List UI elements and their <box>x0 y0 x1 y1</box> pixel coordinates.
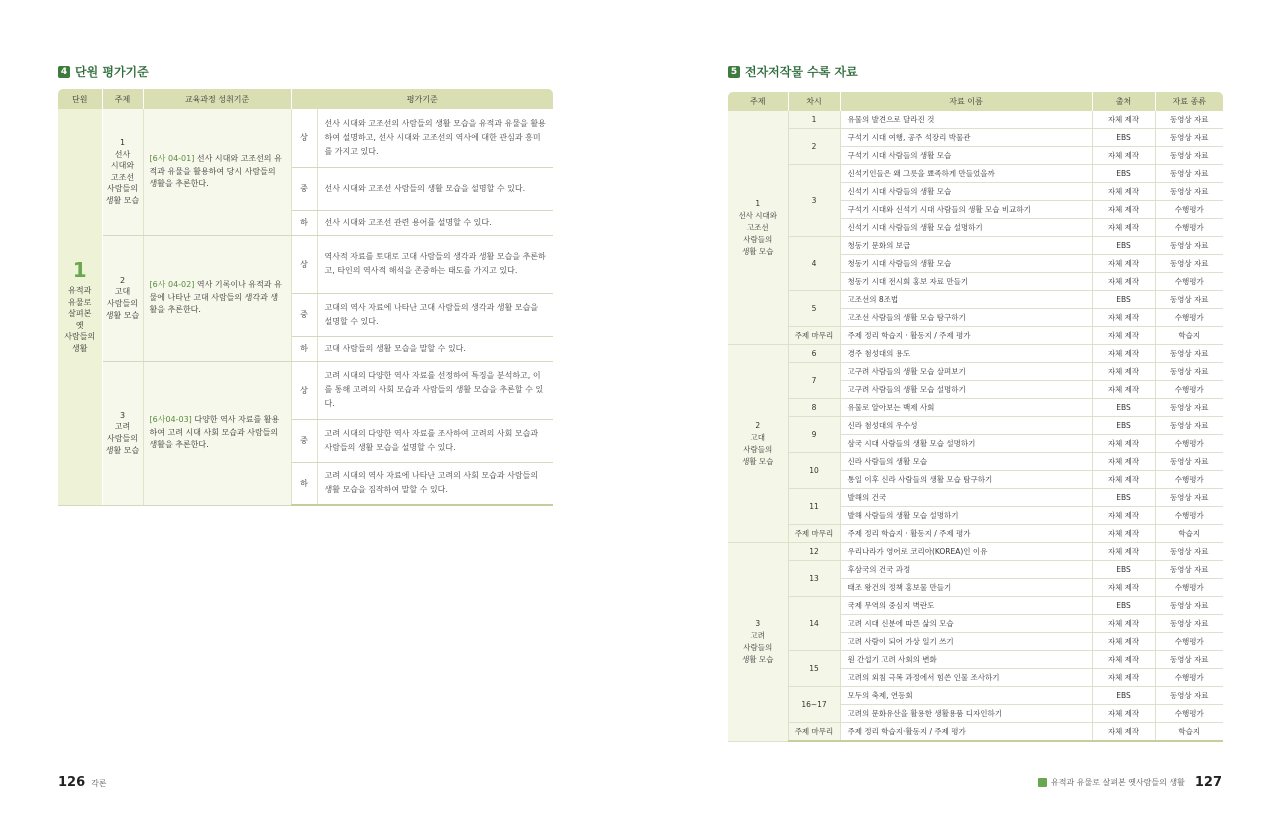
session-cell: 14 <box>788 597 840 651</box>
material-row <box>728 597 1223 615</box>
digital-materials-table <box>728 92 1223 742</box>
topic-cell <box>102 235 143 361</box>
material-row <box>728 111 1223 129</box>
material-row <box>728 327 1223 345</box>
topic-cell <box>728 111 788 345</box>
material-source: 자체 제작 <box>1092 471 1155 489</box>
column-header: 평가기준 <box>291 89 553 109</box>
material-row <box>728 345 1223 363</box>
column-header: 단원 <box>58 89 102 109</box>
session-cell: 5 <box>788 291 840 327</box>
section-title-text: 전자저작물 수록 자료 <box>745 65 858 79</box>
material-source: 자체 제작 <box>1092 273 1155 291</box>
material-row <box>728 489 1223 507</box>
material-source: EBS <box>1092 165 1155 183</box>
material-name: 신라 사람들의 생활 모습 <box>840 453 1092 471</box>
material-name: 유물로 알아보는 백제 사회 <box>840 399 1092 417</box>
session-cell: 12 <box>788 543 840 561</box>
material-row <box>728 561 1223 579</box>
session-cell: 16~17 <box>788 687 840 723</box>
label-text: 2 고대 사람들의 생활 모습 <box>105 275 140 320</box>
page-number: 127 <box>1194 775 1222 790</box>
section-number-badge: 4 <box>58 66 70 78</box>
material-type: 동영상 자료 <box>1155 363 1223 381</box>
material-source: 자체 제작 <box>1092 111 1155 129</box>
material-source: 자체 제작 <box>1092 651 1155 669</box>
material-source: 자체 제작 <box>1092 345 1155 363</box>
material-type: 동영상 자료 <box>1155 147 1223 165</box>
material-name: 주제 정리 학습지·활동지 / 주제 평가 <box>840 723 1092 742</box>
session-cell: 2 <box>788 129 840 165</box>
label-text: 1 선사 시대와 고조선 사람들의 생활 모습 <box>105 137 140 205</box>
material-name: 구석기 시대와 신석기 시대 사람들의 생활 모습 비교하기 <box>840 201 1092 219</box>
material-name: 청동기 시대 사람들의 생활 모습 <box>840 255 1092 273</box>
criteria-text: 고대의 역사 자료에 나타난 고대 사람들의 생각과 생활 모습을 설명할 수 있다. <box>317 293 553 336</box>
label-text: 3 고려 사람들의 생활 모습 <box>105 410 140 455</box>
material-name: 고조선의 8조법 <box>840 291 1092 309</box>
session-cell: 3 <box>788 165 840 237</box>
material-type: 수행평가 <box>1155 273 1223 291</box>
material-type: 동영상 자료 <box>1155 237 1223 255</box>
level-cell: 상 <box>291 235 317 293</box>
criteria-text: 고대 사람들의 생활 모습을 말할 수 있다. <box>317 336 553 361</box>
level-cell: 하 <box>291 462 317 505</box>
material-source: EBS <box>1092 399 1155 417</box>
session-cell: 6 <box>788 345 840 363</box>
material-name: 청동기 문화의 보급 <box>840 237 1092 255</box>
material-type: 수행평가 <box>1155 471 1223 489</box>
standard-cell <box>143 361 291 505</box>
material-row <box>728 417 1223 435</box>
material-type: 수행평가 <box>1155 219 1223 237</box>
material-name: 태조 왕건의 정책 홍보물 만들기 <box>840 579 1092 597</box>
topic-cell <box>102 109 143 235</box>
material-row <box>728 291 1223 309</box>
standard-code: [6사04-03] <box>149 415 192 425</box>
topic-cell <box>728 543 788 742</box>
right-section-title <box>728 63 858 80</box>
unit-number: 1 <box>72 257 87 282</box>
standard-code: [6사 04-02] <box>149 280 195 290</box>
material-name: 신석기인들은 왜 그릇을 뾰족하게 만들었을까 <box>840 165 1092 183</box>
level-cell: 상 <box>291 361 317 419</box>
material-source: EBS <box>1092 597 1155 615</box>
material-source: 자체 제작 <box>1092 705 1155 723</box>
material-row <box>728 129 1223 147</box>
material-type: 동영상 자료 <box>1155 615 1223 633</box>
material-type: 수행평가 <box>1155 381 1223 399</box>
section-number-badge: 5 <box>728 66 740 78</box>
material-name: 유물의 발견으로 달라진 것 <box>840 111 1092 129</box>
topic-cell <box>102 361 143 505</box>
session-cell: 4 <box>788 237 840 291</box>
session-cell: 10 <box>788 453 840 489</box>
material-source: 자체 제작 <box>1092 543 1155 561</box>
material-name: 우리나라가 영어로 코리아(KOREA)인 이유 <box>840 543 1092 561</box>
material-type: 학습지 <box>1155 327 1223 345</box>
material-type: 동영상 자료 <box>1155 687 1223 705</box>
home-icon <box>1038 778 1047 787</box>
criteria-text: 선사 시대와 고조선 관련 용어를 설명할 수 있다. <box>317 210 553 235</box>
material-name: 국제 무역의 중심지 벽란도 <box>840 597 1092 615</box>
material-type: 동영상 자료 <box>1155 183 1223 201</box>
label-text: 1 선사 시대와 고조선 사람들의 생활 모습 <box>738 198 778 256</box>
material-name: 주제 정리 학습지 · 활동지 / 주제 평가 <box>840 327 1092 345</box>
material-name: 고려의 문화유산을 활용한 생활용품 디자인하기 <box>840 705 1092 723</box>
material-name: 경주 첨성대의 용도 <box>840 345 1092 363</box>
level-cell: 중 <box>291 167 317 210</box>
material-source: 자체 제작 <box>1092 615 1155 633</box>
standard-text: 다양한 역사 자료를 활용하여 고려 시대 사회 모습과 사람들의 생활을 추론한다. <box>149 415 280 450</box>
material-name: 구석기 시대 여행, 공주 석장리 박물관 <box>840 129 1092 147</box>
material-row <box>728 723 1223 742</box>
material-name: 신석기 시대 사람들의 생활 모습 설명하기 <box>840 219 1092 237</box>
material-source: 자체 제작 <box>1092 507 1155 525</box>
material-type: 동영상 자료 <box>1155 129 1223 147</box>
standard-cell <box>143 109 291 235</box>
session-cell: 11 <box>788 489 840 525</box>
material-row <box>728 543 1223 561</box>
footer-chapter-title: 유적과 유물로 살펴본 옛사람들의 생활 <box>1051 778 1185 787</box>
material-type: 학습지 <box>1155 723 1223 742</box>
criteria-text: 고려 시대의 다양한 역사 자료를 선정하여 특징을 분석하고, 이를 통해 고려의 사회 모습과 사람들의 생활 모습을 추론할 수 있다. <box>317 361 553 419</box>
material-type: 동영상 자료 <box>1155 543 1223 561</box>
material-type: 학습지 <box>1155 525 1223 543</box>
column-header: 출처 <box>1092 92 1155 111</box>
material-source: 자체 제작 <box>1092 183 1155 201</box>
criteria-text: 역사적 자료를 토대로 고대 사람들의 생각과 생활 모습을 추론하고, 타인의 역사적 해석을 존중하는 태도를 가지고 있다. <box>317 235 553 293</box>
material-type: 동영상 자료 <box>1155 291 1223 309</box>
material-row <box>728 165 1223 183</box>
session-cell: 7 <box>788 363 840 399</box>
session-cell: 주제 마무리 <box>788 723 840 742</box>
left-footer <box>58 775 107 790</box>
left-section-title <box>58 63 149 80</box>
level-cell: 상 <box>291 109 317 167</box>
material-row <box>728 453 1223 471</box>
material-row <box>728 399 1223 417</box>
criteria-text: 선사 시대와 고조선 사람들의 생활 모습을 설명할 수 있다. <box>317 167 553 210</box>
column-header: 주제 <box>728 92 788 111</box>
material-row <box>728 237 1223 255</box>
page-number: 126 <box>58 775 86 790</box>
material-type: 동영상 자료 <box>1155 453 1223 471</box>
material-source: EBS <box>1092 417 1155 435</box>
material-source: EBS <box>1092 129 1155 147</box>
criteria-text: 고려 시대의 역사 자료에 나타난 고려의 사회 모습과 사람들의 생활 모습을 짐작하여 말할 수 있다. <box>317 462 553 505</box>
material-name: 고려 시대 신분에 따른 삶의 모습 <box>840 615 1092 633</box>
material-source: EBS <box>1092 291 1155 309</box>
material-name: 고구려 사람들의 생활 모습 살펴보기 <box>840 363 1092 381</box>
session-cell: 15 <box>788 651 840 687</box>
standard-text: 선사 시대와 고조선의 유적과 유물을 활용하여 당시 사람들의 생활을 추론한다. <box>149 154 282 188</box>
material-name: 고려의 외침 극복 과정에서 힘쓴 인물 조사하기 <box>840 669 1092 687</box>
column-header: 자료 종류 <box>1155 92 1223 111</box>
material-type: 동영상 자료 <box>1155 597 1223 615</box>
standard-cell <box>143 235 291 361</box>
material-source: 자체 제작 <box>1092 201 1155 219</box>
session-cell: 1 <box>788 111 840 129</box>
criteria-text: 선사 시대와 고조선의 사람들의 생활 모습을 유적과 유물을 활용하여 설명하고, 선사 시대와 고조선의 역사에 대한 관심과 흥미를 가지고 있다. <box>317 109 553 167</box>
material-source: 자체 제작 <box>1092 525 1155 543</box>
material-name: 모두의 축제, 연등회 <box>840 687 1092 705</box>
material-name: 발해의 건국 <box>840 489 1092 507</box>
material-type: 수행평가 <box>1155 201 1223 219</box>
label-text: 2 고대 사람들의 생활 모습 <box>742 420 774 466</box>
material-row <box>728 651 1223 669</box>
material-source: 자체 제작 <box>1092 219 1155 237</box>
material-name: 신석기 시대 사람들의 생활 모습 <box>840 183 1092 201</box>
material-name: 고려 사람이 되어 가상 일기 쓰기 <box>840 633 1092 651</box>
label-text: 3 고려 사람들의 생활 모습 <box>742 618 774 664</box>
material-row <box>728 687 1223 705</box>
material-name: 고구려 사람들의 생활 모습 설명하기 <box>840 381 1092 399</box>
criteria-row <box>58 109 553 167</box>
material-source: EBS <box>1092 561 1155 579</box>
material-name: 통일 이후 신라 사람들의 생활 모습 탐구하기 <box>840 471 1092 489</box>
material-type: 수행평가 <box>1155 633 1223 651</box>
material-type: 동영상 자료 <box>1155 165 1223 183</box>
material-type: 동영상 자료 <box>1155 651 1223 669</box>
material-source: 자체 제작 <box>1092 435 1155 453</box>
material-name: 후삼국의 건국 과정 <box>840 561 1092 579</box>
material-source: 자체 제작 <box>1092 579 1155 597</box>
session-cell: 주제 마무리 <box>788 525 840 543</box>
level-cell: 중 <box>291 293 317 336</box>
material-source: 자체 제작 <box>1092 723 1155 742</box>
material-source: 자체 제작 <box>1092 363 1155 381</box>
material-source: EBS <box>1092 687 1155 705</box>
session-cell: 주제 마무리 <box>788 327 840 345</box>
material-name: 원 간섭기 고려 사회의 변화 <box>840 651 1092 669</box>
material-type: 동영상 자료 <box>1155 111 1223 129</box>
material-source: 자체 제작 <box>1092 381 1155 399</box>
material-name: 발해 사람들의 생활 모습 설명하기 <box>840 507 1092 525</box>
page-label: 각론 <box>91 779 107 788</box>
level-cell: 하 <box>291 336 317 361</box>
material-source: EBS <box>1092 489 1155 507</box>
material-name: 주제 정리 학습지 · 활동지 / 주제 평가 <box>840 525 1092 543</box>
column-header: 자료 이름 <box>840 92 1092 111</box>
material-name: 고조선 사람들의 생활 모습 탐구하기 <box>840 309 1092 327</box>
level-cell: 중 <box>291 419 317 462</box>
material-source: 자체 제작 <box>1092 255 1155 273</box>
column-header: 차시 <box>788 92 840 111</box>
criteria-row <box>58 361 553 419</box>
material-type: 동영상 자료 <box>1155 417 1223 435</box>
material-row <box>728 525 1223 543</box>
material-source: 자체 제작 <box>1092 147 1155 165</box>
criteria-row <box>58 235 553 293</box>
material-type: 동영상 자료 <box>1155 255 1223 273</box>
material-type: 수행평가 <box>1155 669 1223 687</box>
evaluation-criteria-table <box>58 89 553 506</box>
unit-cell <box>58 109 102 505</box>
session-cell: 8 <box>788 399 840 417</box>
level-cell: 하 <box>291 210 317 235</box>
right-footer <box>1038 775 1222 790</box>
session-cell: 9 <box>788 417 840 453</box>
material-type: 동영상 자료 <box>1155 489 1223 507</box>
material-source: EBS <box>1092 237 1155 255</box>
material-type: 동영상 자료 <box>1155 561 1223 579</box>
material-type: 수행평가 <box>1155 435 1223 453</box>
material-type: 수행평가 <box>1155 507 1223 525</box>
material-type: 수행평가 <box>1155 309 1223 327</box>
material-source: 자체 제작 <box>1092 633 1155 651</box>
column-header: 교육과정 성취기준 <box>143 89 291 109</box>
material-source: 자체 제작 <box>1092 309 1155 327</box>
material-name: 삼국 시대 사람들의 생활 모습 설명하기 <box>840 435 1092 453</box>
material-type: 동영상 자료 <box>1155 345 1223 363</box>
material-source: 자체 제작 <box>1092 327 1155 345</box>
material-type: 동영상 자료 <box>1155 399 1223 417</box>
standard-text: 역사 기록이나 유적과 유물에 나타난 고대 사람들의 생각과 생활을 추론한다. <box>149 280 282 315</box>
unit-title: 유적과 유물로 살펴본 옛 사람들의 생활 <box>64 285 96 353</box>
material-source: 자체 제작 <box>1092 669 1155 687</box>
session-cell: 13 <box>788 561 840 597</box>
criteria-text: 고려 시대의 다양한 역사 자료를 조사하여 고려의 사회 모습과 사람들의 생활 모습을 설명할 수 있다. <box>317 419 553 462</box>
material-name: 청동기 시대 전시회 홍보 자료 만들기 <box>840 273 1092 291</box>
material-name: 신라 첨성대의 우수성 <box>840 417 1092 435</box>
material-type: 수행평가 <box>1155 579 1223 597</box>
material-name: 구석기 시대 사람들의 생활 모습 <box>840 147 1092 165</box>
material-type: 수행평가 <box>1155 705 1223 723</box>
material-source: 자체 제작 <box>1092 453 1155 471</box>
material-row <box>728 363 1223 381</box>
topic-cell <box>728 345 788 543</box>
standard-code: [6사 04-01] <box>149 154 195 164</box>
column-header: 주제 <box>102 89 143 109</box>
section-title-text: 단원 평가기준 <box>75 65 149 79</box>
